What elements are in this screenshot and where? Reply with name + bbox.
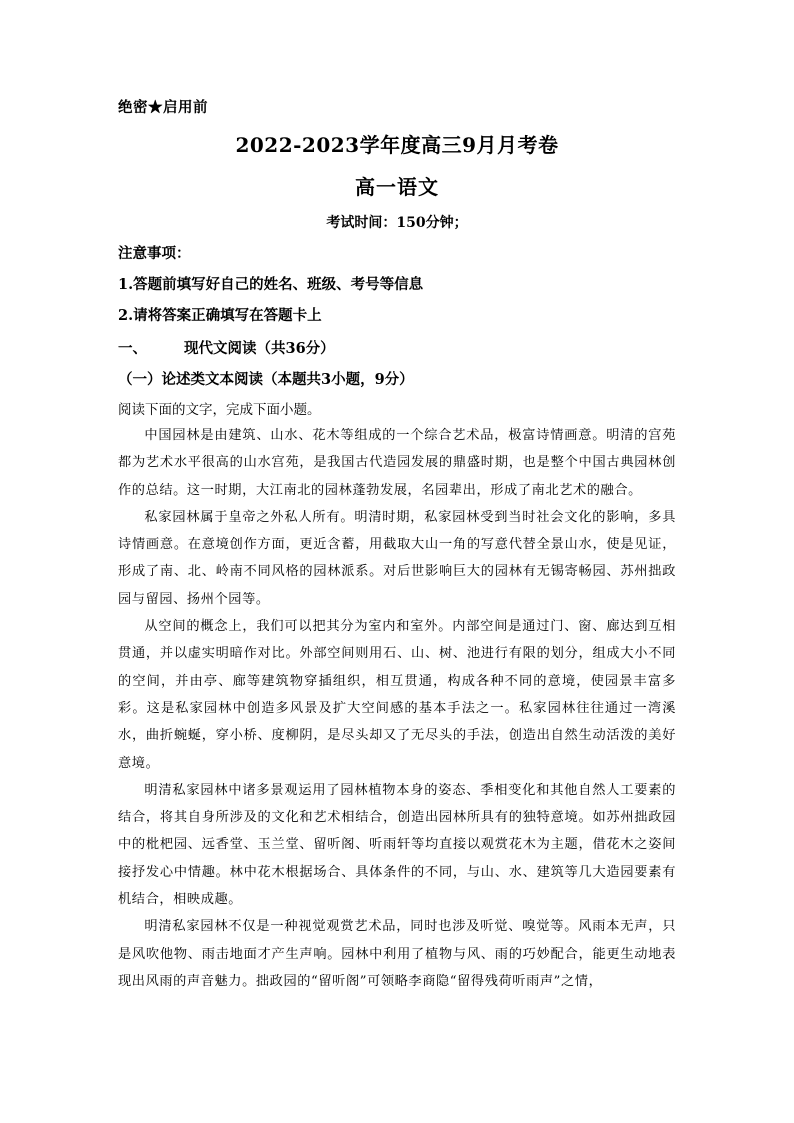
passage-paragraph: 中国园林是由建筑、山水、花木等组成的一个综合艺术品，极富诗情画意。明清的宫苑都为艺术水平很高的山水宫苑，是我国古代造园发展的鼎盛时期，也是整个中国古典园林创作的总结。这一时期，大江南北的园林蓬勃发展，名园辈出，形成了南北艺术的融合。 — [118, 428, 676, 498]
passage-paragraph: 从空间的概念上，我们可以把其分为室内和室外。内部空间是通过门、窗、廊达到互相贯通，并以虚实明暗作对比。外部空间则用石、山、树、池进行有限的划分，组成大小不同的空间，并由亭、廊等建筑物穿插组织，相互贯通，构成各种不同的意境，使园景丰富多彩。这是私家园林中创造多风景及扩大空间感的基本手法之一。私家园林往往通过一湾溪水，曲折蜿蜒，穿小桥、度柳阴，是尽头却又了无尽头的手法，创造出自然生动活泼的美好意境。 — [118, 619, 676, 771]
reading-instruction: 阅读下面的文字，完成下面小题。 — [118, 402, 321, 418]
passage-paragraph: 明清私家园林不仅是一种视觉观赏艺术品，同时也涉及听觉、嗅觉等。风雨本无声，只是风吹他物、雨击地面才产生声响。园林中利用了植物与风、雨的巧妙配合，能更生动地表现出风雨的声音魅力。拙政园的“留听阁”可领略李商隐“留得残荷听雨声”之情， — [118, 919, 676, 989]
notes-heading: 注意事项： — [118, 245, 191, 262]
exam-time: 考试时间：150分钟； — [326, 215, 468, 231]
passage-paragraph: 明清私家园林中诸多景观运用了园林植物本身的姿态、季相变化和其他自然人工要素的结合，将其自身所涉及的文化和艺术相结合，创造出园林所具有的独特意境。如苏州拙政园中的枇杷园、远香堂、玉兰堂、留听阁、听雨轩等均直接以观赏花木为主题，借花木之姿间接抒发心中情趣。林中花木根据场合、具体条件的不同，与山、水、建筑等几大造园要素有机结合，相映成趣。 — [118, 782, 676, 908]
note-item: 1.答题前填写好自己的姓名、班级、考号等信息 — [118, 276, 424, 293]
section-heading — [118, 337, 335, 358]
reading-passage — [118, 422, 676, 995]
subject-title: 高一语文 — [355, 175, 439, 199]
exam-title: 2022-2023学年度高三9月月考卷 — [235, 133, 559, 157]
subsection-heading: （一）论述类文本阅读（本题共3小题，9分） — [118, 371, 414, 388]
note-item: 2.请将答案正确填写在答题卡上 — [118, 307, 322, 324]
section-number: 一、 — [118, 340, 147, 357]
passage-paragraph: 私家园林属于皇帝之外私人所有。明清时期，私家园林受到当时社会文化的影响，多具诗情画意。在意境创作方面，更近含蓄，用截取大山一角的写意代替全景山水，使是见证，形成了南、北、岭南不同风格的园林派系。对后世影响巨大的园林有无锡寄畅园、苏州拙政园与留园、扬州个园等。 — [118, 509, 676, 607]
confidential-mark: 绝密★启用前 — [118, 99, 208, 116]
section-label: 现代文阅读（共36分） — [184, 340, 335, 357]
